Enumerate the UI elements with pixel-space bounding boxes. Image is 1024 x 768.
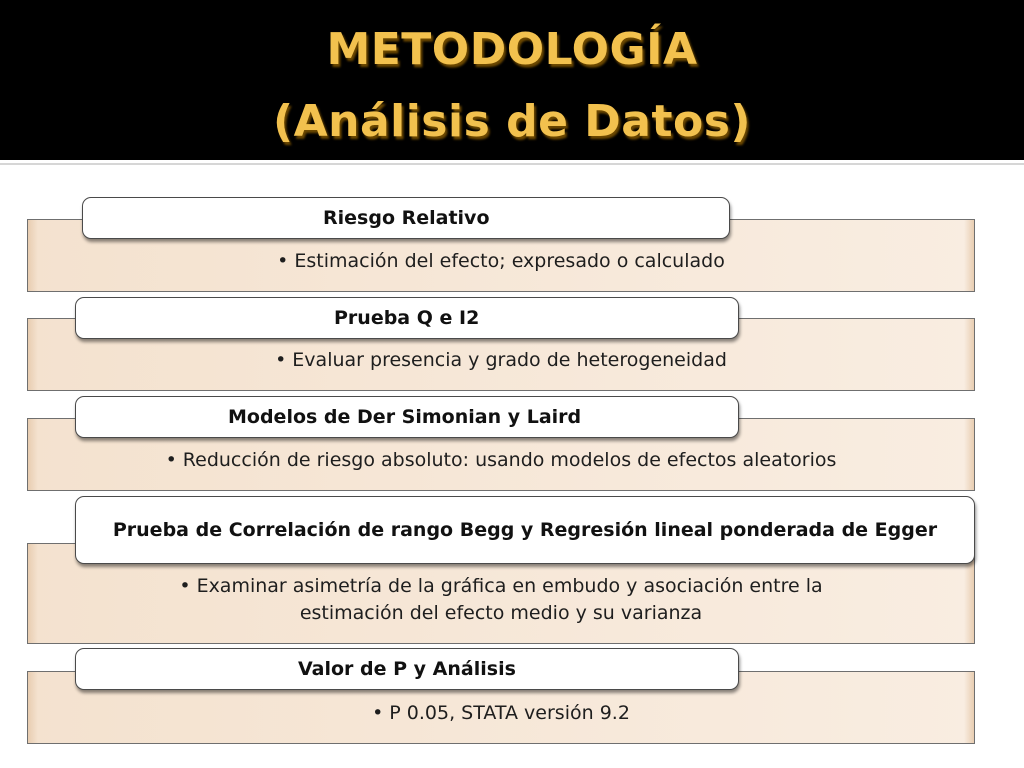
item-description — [28, 347, 974, 374]
title-bar — [0, 0, 1024, 160]
header-divider — [0, 163, 1024, 165]
item-label-begg-egger: Prueba de Correlación de rango Begg y Regresión lineal ponderada de Egger — [75, 496, 975, 564]
bullet: • — [372, 702, 384, 724]
item-description — [28, 573, 974, 627]
item-text: P 0.05, STATA versión 9.2 — [389, 702, 630, 724]
bullet: • — [275, 349, 287, 371]
item-label-der-simonian: Modelos de Der Simonian y Laird — [75, 396, 739, 438]
item-label-riesgo-relativo: Riesgo Relativo — [82, 197, 730, 239]
item-text: Estimación del efecto; expresado o calculado — [294, 250, 725, 272]
item-text: Evaluar presencia y grado de heterogeneidad — [292, 349, 727, 371]
item-label-prueba-q: Prueba Q e I2 — [75, 297, 739, 339]
item-description — [28, 248, 974, 275]
item-label-valor-p: Valor de P y Análisis — [75, 648, 739, 690]
item-text-line1: • Examinar asimetría de la gráfica en embudo y asociación entre la — [179, 575, 823, 597]
slide-subtitle: (Análisis de Datos) — [272, 96, 752, 147]
bullet: • — [165, 449, 177, 471]
bullet: • — [277, 250, 289, 272]
slide-title: METODOLOGÍA — [326, 24, 698, 75]
item-description — [28, 447, 974, 474]
item-text-line2: estimación del efecto medio y su varianza — [299, 602, 703, 624]
bullet: • — [179, 575, 191, 597]
item-text: Reducción de riesgo absoluto: usando modelos de efectos aleatorios — [182, 449, 837, 471]
item-description — [28, 700, 974, 727]
